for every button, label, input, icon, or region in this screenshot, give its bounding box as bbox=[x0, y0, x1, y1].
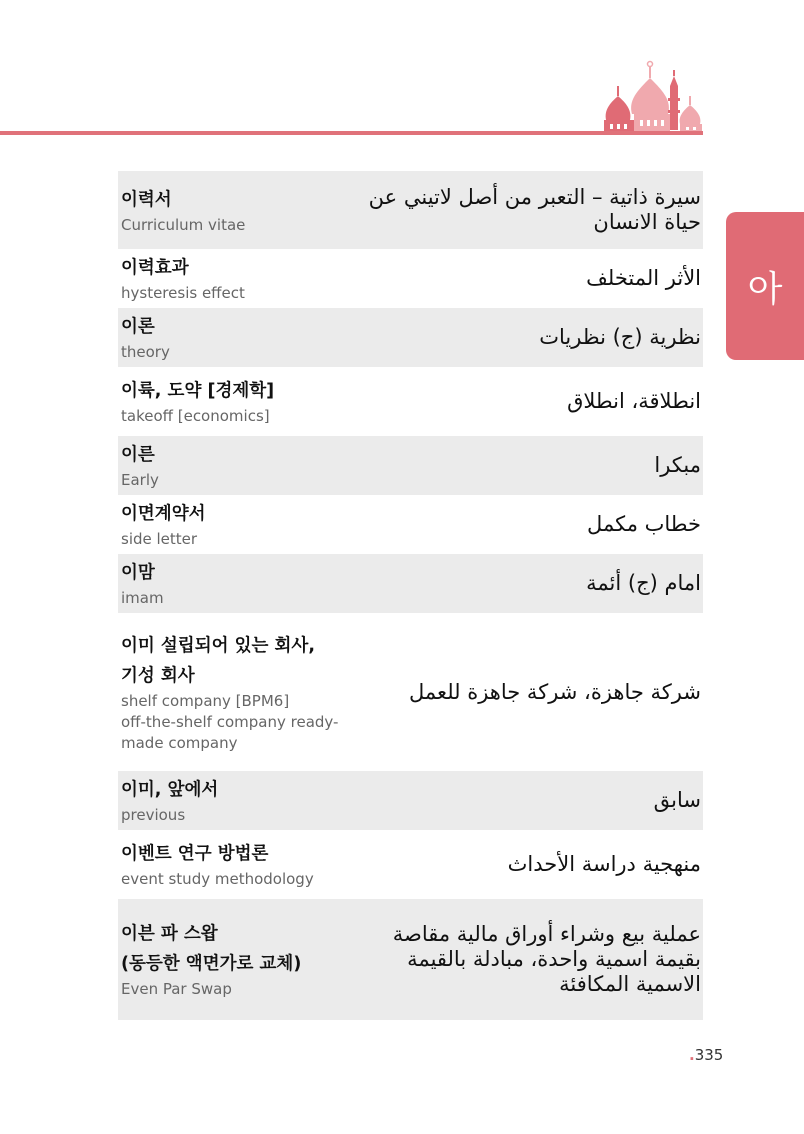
korean-term: 이른 bbox=[121, 445, 155, 465]
glossary-row bbox=[118, 249, 703, 308]
mosque-icon bbox=[600, 58, 705, 134]
korean-term: 이미, 앞에서 bbox=[121, 780, 219, 800]
glossary-row bbox=[118, 308, 703, 367]
glossary-table bbox=[118, 171, 703, 1020]
english-term: off-the-shelf company ready- bbox=[121, 712, 339, 731]
section-index-label: 아 bbox=[747, 268, 783, 310]
korean-cell bbox=[121, 440, 346, 491]
header-rule bbox=[0, 131, 703, 135]
korean-cell bbox=[121, 253, 346, 304]
glossary-row bbox=[118, 554, 703, 613]
english-term: takeoff [economics] bbox=[121, 407, 270, 425]
english-term: shelf company [BPM6] bbox=[121, 691, 290, 710]
korean-term-line2: 기성 회사 bbox=[121, 665, 195, 686]
korean-term: 이론 bbox=[121, 317, 155, 337]
glossary-row bbox=[118, 899, 703, 1020]
korean-term: 이벤트 연구 방법론 bbox=[121, 844, 269, 864]
arabic-term: نظرية (ج) نظريات bbox=[539, 325, 701, 349]
korean-cell bbox=[121, 558, 346, 609]
korean-cell bbox=[121, 376, 346, 427]
arabic-term: امام (ج) أئمة bbox=[586, 571, 701, 595]
korean-term: 이미 설립되어 있는 회사, bbox=[121, 635, 315, 656]
english-term: previous bbox=[121, 806, 186, 824]
korean-term: 이륙, 도약 [경제학] bbox=[121, 381, 275, 401]
english-term: hysteresis effect bbox=[121, 284, 245, 302]
korean-term-line2: (동등한 액면가로 교체) bbox=[121, 954, 302, 974]
korean-cell bbox=[121, 839, 346, 890]
arabic-term: انطلاقة، انطلاق bbox=[567, 389, 701, 413]
glossary-row bbox=[118, 171, 703, 249]
english-term: theory bbox=[121, 343, 170, 361]
korean-cell bbox=[121, 919, 346, 1000]
arabic-term: منهجية دراسة الأحداث bbox=[507, 852, 701, 876]
english-term: made company bbox=[121, 733, 238, 752]
korean-term: 이면계약서 bbox=[121, 504, 206, 524]
arabic-term: الأثر المتخلف bbox=[586, 266, 701, 290]
page-number-value: 335 bbox=[694, 1046, 724, 1064]
glossary-row bbox=[118, 495, 703, 554]
korean-cell bbox=[121, 631, 346, 754]
english-term: Curriculum vitae bbox=[121, 215, 246, 234]
korean-cell bbox=[121, 312, 346, 363]
korean-term: 이맘 bbox=[121, 563, 155, 583]
arabic-term: مبكرا bbox=[654, 453, 701, 477]
english-term: side letter bbox=[121, 530, 198, 548]
arabic-term: سابق bbox=[653, 788, 701, 812]
glossary-row bbox=[118, 830, 703, 899]
arabic-term: خطاب مكمل bbox=[587, 512, 701, 536]
arabic-term: شركة جاهزة، شركة جاهزة للعمل bbox=[409, 679, 701, 704]
english-term: Early bbox=[121, 471, 159, 489]
glossary-row bbox=[118, 613, 703, 771]
glossary-row bbox=[118, 436, 703, 495]
korean-cell bbox=[121, 775, 346, 826]
english-term: Even Par Swap bbox=[121, 980, 232, 998]
korean-term: 이력서 bbox=[121, 189, 172, 210]
korean-cell bbox=[121, 499, 346, 550]
glossary-row bbox=[118, 367, 703, 436]
arabic-term: سيرة ذاتية – التعبر من أصل لاتيني عن حياة الانسان bbox=[368, 185, 701, 234]
english-term: imam bbox=[121, 589, 164, 607]
glossary-row bbox=[118, 771, 703, 830]
page-number bbox=[689, 1046, 723, 1064]
korean-term: 이력효과 bbox=[121, 258, 189, 278]
page-number-dot: . bbox=[689, 1046, 695, 1064]
korean-term: 이븐 파 스왑 bbox=[121, 924, 218, 944]
korean-cell bbox=[121, 185, 346, 236]
arabic-term: عملية بيع وشراء أوراق مالية مقاصة بقيمة اسمية واحدة، مبادلة بالقيمة الاسمية المكافئة bbox=[392, 922, 701, 996]
section-index-tab bbox=[726, 212, 804, 360]
english-term: event study methodology bbox=[121, 870, 314, 888]
